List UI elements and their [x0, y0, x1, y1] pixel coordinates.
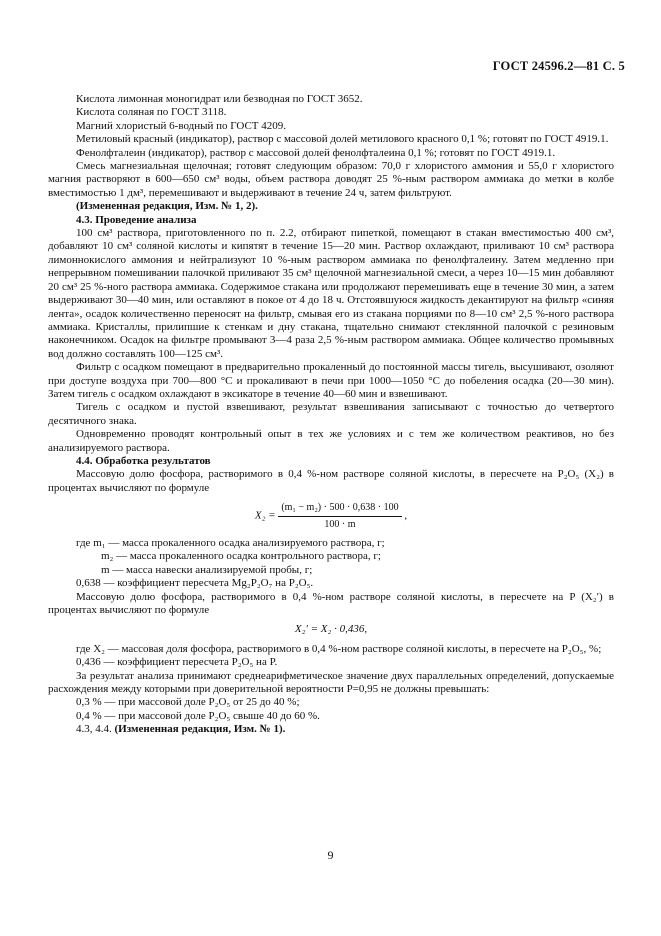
reagent-line: Магний хлористый 6-водный по ГОСТ 4209.: [76, 119, 287, 132]
formula-fraction: [278, 501, 401, 531]
reagent-line: Смесь магнезиальная щелочная; готовят следующим образом: 70,0 г хлористого аммония и 55,0 г хлористого магния растворяют в 600—650 см³ воды, объем раствора доводят 25 %-ным раствором аммиака до метки в колбе вместимостью 1 дм³, перемешивают и выдерживают в течение 24 ч, затем фильтруют.: [48, 160, 614, 199]
reagent-line: Кислота соляная по ГОСТ 3118.: [76, 106, 227, 119]
paragraph: Массовую долю фосфора, растворимого в 0,4 %-ном растворе соляной кислоты, в пересчете на P₂O₅ (X₂) в процентах вычисляют по формуле: [48, 468, 614, 494]
section-heading: 4.3. Проведение анализа: [76, 213, 197, 226]
formula-lhs: X₂ =: [254, 509, 276, 522]
formula-denominator: 100 · m: [324, 518, 356, 530]
legend-line: m — масса навески анализируемой пробы, г;: [101, 563, 313, 576]
amendment-note: [48, 723, 614, 736]
amendment-text: (Измененная редакция, Изм. № 1).: [114, 723, 286, 736]
amendment-ref: 4.3, 4.4.: [76, 723, 112, 736]
paragraph: 100 см³ раствора, приготовленного по п. 2.2, отбирают пипеткой, помещают в стакан вместимостью 400 см³, добавляют 10 см³ соляной кислоты и кипятят в течение 15—20 мин. Раствор охлаждают, приливают 10 см³ раствора лимоннокислого аммония и нейтрализуют 10 %-ным раствором аммиака по фенолфталеину. Затем медленно при непрерывном помешивании палочкой приливают 35 см³ щелочной магнезиальной смеси, а через 10—15 мин добавляют 20 см³ 25 %-ного раствора аммиака. Содержимое стакана или продолжают перемешивать еще в течение 30 мин, а затем выдерживают 30—40 мин, или оставляют в покое от 4 до 18 ч. Отстоявшуюся жидкость декантируют на фильтр «синяя лента», осадок количественно переносят на фильтр, смывая его из стакана порциями по 8—10 см³ 2,5 %-ного раствора аммиака. Кристаллы, прилипшие к стенкам и дну стакана, тщательно снимают стеклянной палочкой с резиновым наконечником. Осадок на фильтре промывают 3—4 раза 2,5 %-ным раствором аммиака. Общее количество промывных вод должно составлять 100—125 см³.: [48, 227, 614, 360]
page-header: ГОСТ 24596.2—81 С. 5: [492, 59, 625, 73]
section-heading: 4.4. Обработка результатов: [76, 454, 211, 467]
legend-line: m₂ — масса прокаленного осадка контрольного раствора, г;: [101, 550, 381, 563]
formula-numerator: (m₁ − m₂) · 500 · 0,638 · 100: [278, 501, 401, 516]
legend-line: где m₁ — масса прокаленного осадка анализируемого раствора, г;: [76, 537, 385, 549]
formula-x2-prime: X₂′ = X₂ · 0,436,: [294, 623, 368, 636]
reagent-line: Кислота лимонная моногидрат или безводная по ГОСТ 3652.: [76, 93, 363, 105]
reagent-line: Метиловый красный (индикатор), раствор с массовой долей метилового красного 0,1 %; готовят по ГОСТ 4919.1.: [76, 133, 609, 146]
paragraph: Фильтр с осадком помещают в предварительно прокаленный до постоянной массы тигель, высушивают, озоляют при доступе воздуха при 700—800 °С и прокаливают в печи при 1000—1050 °С до побеления осадка (20—30 мин). Затем тигель с осадком охлаждают в эксикаторе в течение 40—60 мин и взвешивают.: [48, 361, 614, 400]
reagent-line: Фенолфталеин (индикатор), раствор с массовой долей фенолфталеина 0,1 %; готовят по ГОСТ 4919.1.: [76, 146, 556, 159]
paragraph: Тигель с осадком и пустой взвешивают, результат взвешивания записывают с точностью до четвертого десятичного знака.: [48, 401, 614, 427]
paragraph: Одновременно проводят контрольный опыт в тех же условиях и с тем же количеством реактивов, но без анализируемого раствора.: [48, 428, 614, 454]
document-body: [48, 93, 614, 737]
tolerance-line: 0,4 % — при массовой доле P₂O₅ свыше 40 до 60 %.: [76, 709, 320, 722]
legend-line: 0,638 — коэффициент пересчета Mg₂P₂O₇ на P₂O₅.: [76, 577, 314, 590]
tolerance-line: 0,3 % — при массовой доле P₂O₅ от 25 до 40 %;: [76, 696, 300, 709]
legend-line: 0,436 — коэффициент пересчета P₂O₅ на P.: [76, 656, 278, 669]
legend-line: где X₂ — массовая доля фосфора, растворимого в 0,4 %-ном растворе соляной кислоты, в пересчете на P₂O₅, %;: [76, 642, 602, 655]
formula-x2: [48, 501, 614, 531]
formula-tail: ,: [404, 509, 408, 522]
paragraph: За результат анализа принимают среднеарифметическое значение двух параллельных определений, допускаемые расхождения между которыми при доверительной вероятности P=0,95 не должны превышать:: [48, 669, 614, 696]
amendment-note: (Измененная редакция, Изм. № 1, 2).: [76, 200, 258, 213]
paragraph: Массовую долю фосфора, растворимого в 0,4 %-ном растворе соляной кислоты, в пересчете на P (X₂′) в процентах вычисляют по формуле: [48, 590, 614, 617]
page-number: 9: [327, 848, 334, 862]
